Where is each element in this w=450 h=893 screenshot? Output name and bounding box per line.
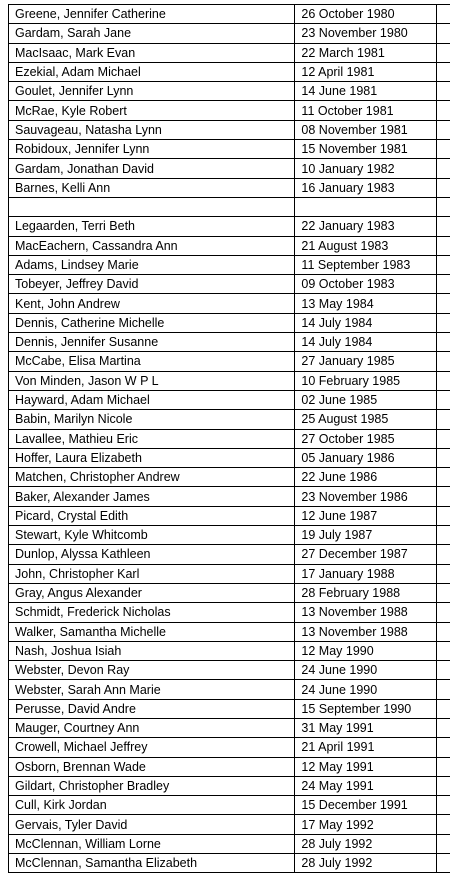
date-cell: 10 January 1982 bbox=[295, 159, 437, 178]
name-cell: Gervais, Tyler David bbox=[9, 815, 295, 834]
name-cell: McCabe, Elisa Martina bbox=[9, 352, 295, 371]
table-row bbox=[9, 564, 450, 583]
table-row bbox=[9, 101, 450, 120]
date-cell: 14 June 1981 bbox=[295, 82, 437, 101]
edge-cell bbox=[437, 236, 450, 255]
edge-cell bbox=[437, 159, 450, 178]
name-cell: Stewart, Kyle Whitcomb bbox=[9, 526, 295, 545]
date-cell: 13 May 1984 bbox=[295, 294, 437, 313]
edge-cell bbox=[437, 680, 450, 699]
name-cell: Picard, Crystal Edith bbox=[9, 506, 295, 525]
name-cell: Gardam, Jonathan David bbox=[9, 159, 295, 178]
table-row bbox=[9, 390, 450, 409]
edge-cell bbox=[437, 371, 450, 390]
blank-row bbox=[9, 197, 450, 216]
date-cell: 24 June 1990 bbox=[295, 661, 437, 680]
table-row bbox=[9, 718, 450, 737]
date-cell: 21 April 1991 bbox=[295, 738, 437, 757]
table-row bbox=[9, 448, 450, 467]
name-cell: Babin, Marilyn Nicole bbox=[9, 410, 295, 429]
table-row bbox=[9, 622, 450, 641]
table-row bbox=[9, 24, 450, 43]
table-row bbox=[9, 217, 450, 236]
edge-cell bbox=[437, 545, 450, 564]
name-cell: Sauvageau, Natasha Lynn bbox=[9, 120, 295, 139]
table-row bbox=[9, 410, 450, 429]
date-cell: 15 September 1990 bbox=[295, 699, 437, 718]
table-row bbox=[9, 487, 450, 506]
name-cell: Barnes, Kelli Ann bbox=[9, 178, 295, 197]
name-cell: McClennan, William Lorne bbox=[9, 834, 295, 853]
date-cell: 17 May 1992 bbox=[295, 815, 437, 834]
records-table bbox=[8, 4, 450, 873]
table-row bbox=[9, 178, 450, 197]
name-cell: Webster, Devon Ray bbox=[9, 661, 295, 680]
name-cell: Mauger, Courtney Ann bbox=[9, 718, 295, 737]
name-cell: Goulet, Jennifer Lynn bbox=[9, 82, 295, 101]
name-cell: Gardam, Sarah Jane bbox=[9, 24, 295, 43]
name-cell: Robidoux, Jennifer Lynn bbox=[9, 140, 295, 159]
date-cell: 15 November 1981 bbox=[295, 140, 437, 159]
table-row bbox=[9, 757, 450, 776]
date-cell: 13 November 1988 bbox=[295, 603, 437, 622]
date-cell: 12 May 1990 bbox=[295, 641, 437, 660]
edge-cell bbox=[437, 641, 450, 660]
name-cell: Dennis, Jennifer Susanne bbox=[9, 333, 295, 352]
table-row bbox=[9, 796, 450, 815]
date-cell: 27 January 1985 bbox=[295, 352, 437, 371]
table-row bbox=[9, 5, 450, 24]
table-row bbox=[9, 641, 450, 660]
edge-cell bbox=[437, 313, 450, 332]
table-row bbox=[9, 776, 450, 795]
table-row bbox=[9, 236, 450, 255]
name-cell: Dennis, Catherine Michelle bbox=[9, 313, 295, 332]
edge-cell bbox=[437, 101, 450, 120]
table-row bbox=[9, 506, 450, 525]
date-cell: 23 November 1986 bbox=[295, 487, 437, 506]
name-cell: Hayward, Adam Michael bbox=[9, 390, 295, 409]
date-cell: 11 October 1981 bbox=[295, 101, 437, 120]
date-cell: 22 March 1981 bbox=[295, 43, 437, 62]
table-row bbox=[9, 43, 450, 62]
name-cell: Baker, Alexander James bbox=[9, 487, 295, 506]
edge-cell bbox=[437, 468, 450, 487]
date-cell: 05 January 1986 bbox=[295, 448, 437, 467]
edge-cell bbox=[437, 275, 450, 294]
table-row bbox=[9, 159, 450, 178]
name-cell: Walker, Samantha Michelle bbox=[9, 622, 295, 641]
table-row bbox=[9, 255, 450, 274]
name-cell: Lavallee, Mathieu Eric bbox=[9, 429, 295, 448]
name-cell: Osborn, Brennan Wade bbox=[9, 757, 295, 776]
name-cell: Dunlop, Alyssa Kathleen bbox=[9, 545, 295, 564]
name-cell: Crowell, Michael Jeffrey bbox=[9, 738, 295, 757]
edge-cell bbox=[437, 410, 450, 429]
date-cell bbox=[295, 197, 437, 216]
date-cell: 27 October 1985 bbox=[295, 429, 437, 448]
table-row bbox=[9, 661, 450, 680]
date-cell: 14 July 1984 bbox=[295, 333, 437, 352]
table-row bbox=[9, 120, 450, 139]
edge-cell bbox=[437, 603, 450, 622]
table-row bbox=[9, 82, 450, 101]
date-cell: 11 September 1983 bbox=[295, 255, 437, 274]
edge-cell bbox=[437, 796, 450, 815]
date-cell: 17 January 1988 bbox=[295, 564, 437, 583]
edge-cell bbox=[437, 390, 450, 409]
date-cell: 21 August 1983 bbox=[295, 236, 437, 255]
date-cell: 08 November 1981 bbox=[295, 120, 437, 139]
date-cell: 26 October 1980 bbox=[295, 5, 437, 24]
table-row bbox=[9, 545, 450, 564]
edge-cell bbox=[437, 62, 450, 81]
table-row bbox=[9, 352, 450, 371]
date-cell: 12 June 1987 bbox=[295, 506, 437, 525]
date-cell: 27 December 1987 bbox=[295, 545, 437, 564]
name-cell: MacIsaac, Mark Evan bbox=[9, 43, 295, 62]
edge-cell bbox=[437, 5, 450, 24]
edge-cell bbox=[437, 429, 450, 448]
name-cell: Nash, Joshua Isiah bbox=[9, 641, 295, 660]
name-cell: Perusse, David Andre bbox=[9, 699, 295, 718]
name-cell: Schmidt, Frederick Nicholas bbox=[9, 603, 295, 622]
edge-cell bbox=[437, 815, 450, 834]
name-cell: Von Minden, Jason W P L bbox=[9, 371, 295, 390]
table-row bbox=[9, 583, 450, 602]
name-cell: McClennan, Samantha Elizabeth bbox=[9, 854, 295, 873]
name-cell: Tobeyer, Jeffrey David bbox=[9, 275, 295, 294]
name-cell: Hoffer, Laura Elizabeth bbox=[9, 448, 295, 467]
date-cell: 12 May 1991 bbox=[295, 757, 437, 776]
name-cell: Cull, Kirk Jordan bbox=[9, 796, 295, 815]
name-cell: MacEachern, Cassandra Ann bbox=[9, 236, 295, 255]
date-cell: 13 November 1988 bbox=[295, 622, 437, 641]
edge-cell bbox=[437, 43, 450, 62]
name-cell: Matchen, Christopher Andrew bbox=[9, 468, 295, 487]
edge-cell bbox=[437, 506, 450, 525]
name-cell: Webster, Sarah Ann Marie bbox=[9, 680, 295, 699]
edge-cell bbox=[437, 294, 450, 313]
edge-cell bbox=[437, 197, 450, 216]
edge-cell bbox=[437, 718, 450, 737]
edge-cell bbox=[437, 120, 450, 139]
date-cell: 22 June 1986 bbox=[295, 468, 437, 487]
edge-cell bbox=[437, 834, 450, 853]
name-cell: Kent, John Andrew bbox=[9, 294, 295, 313]
table-row bbox=[9, 294, 450, 313]
name-cell: Gray, Angus Alexander bbox=[9, 583, 295, 602]
table-row bbox=[9, 62, 450, 81]
table-row bbox=[9, 313, 450, 332]
name-cell: McRae, Kyle Robert bbox=[9, 101, 295, 120]
table-row bbox=[9, 699, 450, 718]
date-cell: 02 June 1985 bbox=[295, 390, 437, 409]
date-cell: 28 July 1992 bbox=[295, 834, 437, 853]
name-cell bbox=[9, 197, 295, 216]
edge-cell bbox=[437, 487, 450, 506]
edge-cell bbox=[437, 217, 450, 236]
edge-cell bbox=[437, 140, 450, 159]
edge-cell bbox=[437, 738, 450, 757]
table-row bbox=[9, 680, 450, 699]
table-row bbox=[9, 738, 450, 757]
date-cell: 16 January 1983 bbox=[295, 178, 437, 197]
date-cell: 10 February 1985 bbox=[295, 371, 437, 390]
name-cell: Gildart, Christopher Bradley bbox=[9, 776, 295, 795]
table-row bbox=[9, 371, 450, 390]
edge-cell bbox=[437, 255, 450, 274]
table-row bbox=[9, 468, 450, 487]
edge-cell bbox=[437, 526, 450, 545]
edge-cell bbox=[437, 661, 450, 680]
edge-cell bbox=[437, 333, 450, 352]
edge-cell bbox=[437, 854, 450, 873]
table-row bbox=[9, 815, 450, 834]
table-row bbox=[9, 333, 450, 352]
date-cell: 23 November 1980 bbox=[295, 24, 437, 43]
date-cell: 19 July 1987 bbox=[295, 526, 437, 545]
edge-cell bbox=[437, 564, 450, 583]
name-cell: Adams, Lindsey Marie bbox=[9, 255, 295, 274]
edge-cell bbox=[437, 757, 450, 776]
date-cell: 28 July 1992 bbox=[295, 854, 437, 873]
date-cell: 31 May 1991 bbox=[295, 718, 437, 737]
edge-cell bbox=[437, 82, 450, 101]
name-cell: Greene, Jennifer Catherine bbox=[9, 5, 295, 24]
edge-cell bbox=[437, 448, 450, 467]
date-cell: 28 February 1988 bbox=[295, 583, 437, 602]
name-cell: Ezekial, Adam Michael bbox=[9, 62, 295, 81]
date-cell: 09 October 1983 bbox=[295, 275, 437, 294]
date-cell: 12 April 1981 bbox=[295, 62, 437, 81]
date-cell: 22 January 1983 bbox=[295, 217, 437, 236]
date-cell: 15 December 1991 bbox=[295, 796, 437, 815]
table-row bbox=[9, 603, 450, 622]
edge-cell bbox=[437, 583, 450, 602]
date-cell: 14 July 1984 bbox=[295, 313, 437, 332]
date-cell: 24 May 1991 bbox=[295, 776, 437, 795]
date-cell: 24 June 1990 bbox=[295, 680, 437, 699]
edge-cell bbox=[437, 699, 450, 718]
name-cell: John, Christopher Karl bbox=[9, 564, 295, 583]
date-cell: 25 August 1985 bbox=[295, 410, 437, 429]
edge-cell bbox=[437, 178, 450, 197]
table-row bbox=[9, 854, 450, 873]
records-table-body bbox=[9, 5, 450, 873]
edge-cell bbox=[437, 24, 450, 43]
edge-cell bbox=[437, 776, 450, 795]
table-row bbox=[9, 275, 450, 294]
table-row bbox=[9, 834, 450, 853]
edge-cell bbox=[437, 622, 450, 641]
table-row bbox=[9, 140, 450, 159]
table-row bbox=[9, 526, 450, 545]
table-row bbox=[9, 429, 450, 448]
edge-cell bbox=[437, 352, 450, 371]
name-cell: Legaarden, Terri Beth bbox=[9, 217, 295, 236]
